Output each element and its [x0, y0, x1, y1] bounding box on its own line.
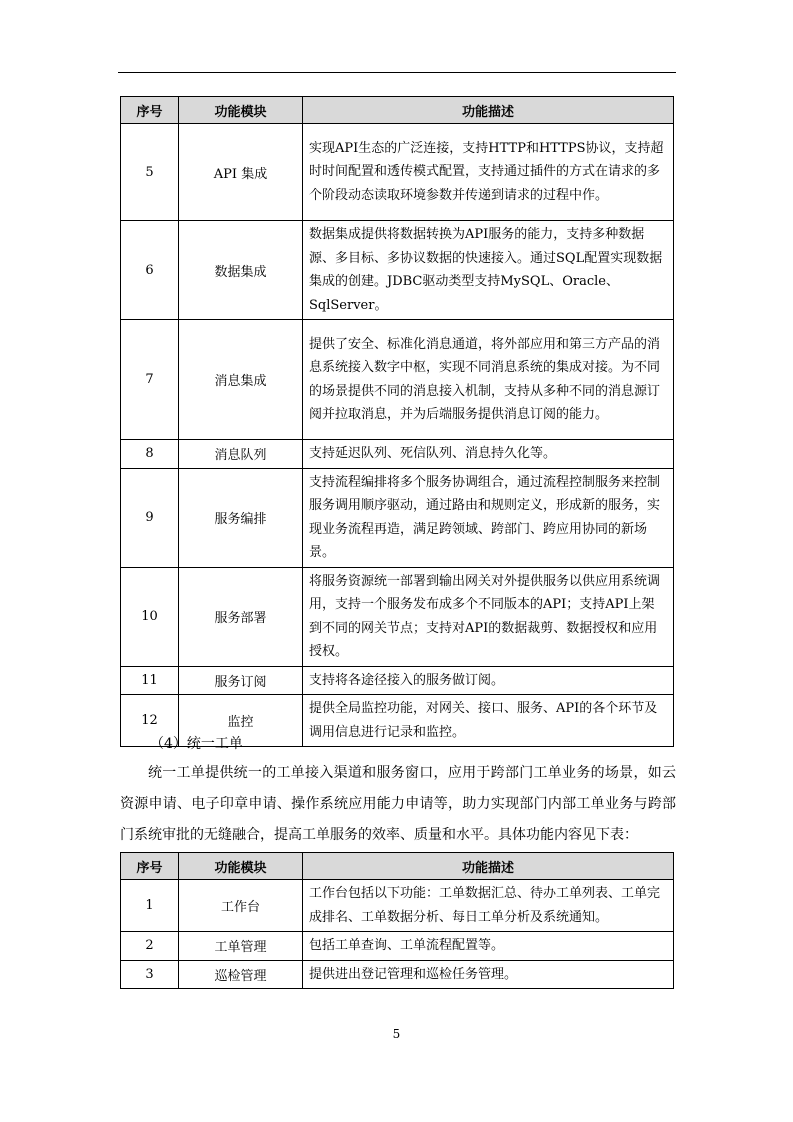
table-row — [121, 221, 674, 320]
table-row — [121, 567, 674, 666]
row-no: 1 — [121, 880, 179, 932]
row-module: 服务编排 — [179, 468, 303, 567]
row-desc: 支持延迟队列、死信队列、消息持久化等。 — [303, 440, 674, 469]
row-no: 5 — [121, 124, 179, 221]
row-module: 消息队列 — [179, 440, 303, 469]
section-heading: （4）统一工单 — [150, 736, 243, 752]
row-desc: 数据集成提供将数据转换为API服务的能力，支持多种数据源、多目标、多协议数据的快速接入。通过SQL配置实现数据集成的创建。JDBC驱动类型支持MySQL、Oracle、SqlServer。 — [303, 221, 674, 320]
table-row — [121, 124, 674, 221]
col-header-desc: 功能描述 — [303, 853, 674, 880]
row-no: 8 — [121, 440, 179, 469]
header-rule — [118, 72, 676, 73]
function-table-2 — [120, 852, 674, 989]
col-header-desc: 功能描述 — [303, 97, 674, 124]
col-header-module: 功能模块 — [179, 97, 303, 124]
row-no: 6 — [121, 221, 179, 320]
section-paragraph: 统一工单提供统一的工单接入渠道和服务窗口，应用于跨部门工单业务的场景，如云资源申请、电子印章申请、操作系统应用能力申请等，助力实现部门内部工单业务与跨部门系统审批的无缝融合，提高工单服务的效率、质量和水平。具体功能内容见下表： — [120, 765, 676, 843]
row-desc: 提供全局监控功能，对网关、接口、服务、API的各个环节及调用信息进行记录和监控。 — [303, 695, 674, 747]
row-module: 消息集成 — [179, 320, 303, 440]
row-no: 2 — [121, 932, 179, 961]
row-module: 服务订阅 — [179, 666, 303, 695]
row-desc: 支持流程编排将多个服务协调组合，通过流程控制服务来控制服务调用顺序驱动，通过路由和规则定义，形成新的服务，实现业务流程再造，满足跨领域、跨部门、跨应用协同的新场景。 — [303, 468, 674, 567]
table-row — [121, 440, 674, 469]
table-row — [121, 932, 674, 961]
row-module: 数据集成 — [179, 221, 303, 320]
row-module: API 集成 — [179, 124, 303, 221]
table-row — [121, 320, 674, 440]
row-no: 7 — [121, 320, 179, 440]
row-desc: 实现API生态的广泛连接，支持HTTP和HTTPS协议，支持超时时间配置和透传模式配置，支持通过插件的方式在请求的多个阶段动态读取环境参数并传递到请求的过程中作。 — [303, 124, 674, 221]
table-row — [121, 960, 674, 989]
row-module: 监控 — [179, 695, 303, 747]
row-desc: 提供进出登记管理和巡检任务管理。 — [303, 960, 674, 989]
col-header-no: 序号 — [121, 97, 179, 124]
table-row — [121, 880, 674, 932]
table-row — [121, 666, 674, 695]
col-header-module: 功能模块 — [179, 853, 303, 880]
row-module: 巡检管理 — [179, 960, 303, 989]
row-no: 12 — [121, 695, 179, 747]
row-no: 3 — [121, 960, 179, 989]
row-desc: 包括工单查询、工单流程配置等。 — [303, 932, 674, 961]
table-header-row — [121, 853, 674, 880]
col-header-no: 序号 — [121, 853, 179, 880]
row-desc: 工作台包括以下功能：工单数据汇总、待办工单列表、工单完成排名、工单数据分析、每日工单分析及系统通知。 — [303, 880, 674, 932]
row-desc: 提供了安全、标准化消息通道，将外部应用和第三方产品的消息系统接入数字中枢，实现不同消息系统的集成对接。为不同的场景提供不同的消息接入机制，支持从多种不同的消息源订阅并拉取消息，并为后端服务提供消息订阅的能力。 — [303, 320, 674, 440]
row-no: 10 — [121, 567, 179, 666]
row-module: 工作台 — [179, 880, 303, 932]
table-row — [121, 468, 674, 567]
row-desc: 支持将各途径接入的服务做订阅。 — [303, 666, 674, 695]
page-number: 5 — [392, 1027, 401, 1041]
row-module: 服务部署 — [179, 567, 303, 666]
row-module: 工单管理 — [179, 932, 303, 961]
row-no: 11 — [121, 666, 179, 695]
row-desc: 将服务资源统一部署到输出网关对外提供服务以供应用系统调用，支持一个服务发布成多个不同版本的API；支持API上架到不同的网关节点；支持对API的数据裁剪、数据授权和应用授权。 — [303, 567, 674, 666]
table-header-row — [121, 97, 674, 124]
function-table-1 — [120, 96, 674, 747]
row-no: 9 — [121, 468, 179, 567]
